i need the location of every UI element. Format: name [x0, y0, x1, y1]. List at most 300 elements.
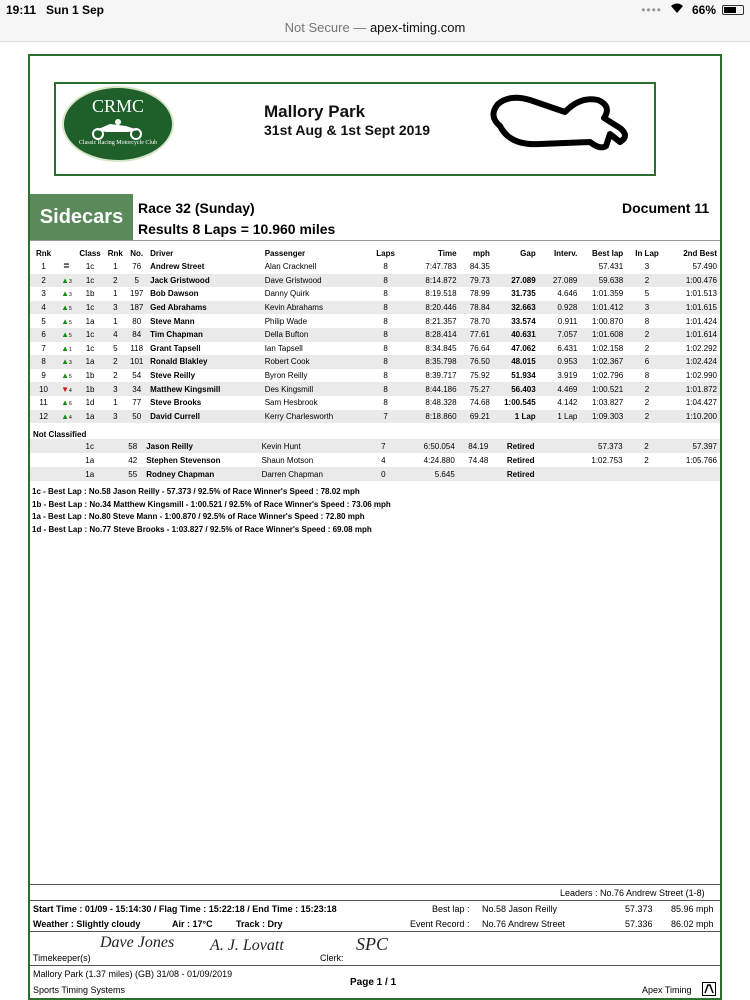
logo-subtext: Classic Racing Motorcycle Club — [78, 140, 158, 146]
in-lap: 3 — [626, 301, 668, 315]
laps: 7 — [368, 410, 403, 424]
position-change — [57, 328, 76, 342]
best-lap: 1:03.827 — [592, 398, 624, 408]
passenger-name: Philip Wade — [264, 316, 308, 326]
class: 1c — [85, 262, 95, 272]
passenger-name: Ian Tapsell — [264, 343, 303, 353]
not-classified-row — [30, 439, 720, 453]
laps: 8 — [368, 301, 403, 315]
col-header: Gap — [520, 248, 536, 258]
race-times: Start Time : 01/09 - 15:14:30 / Flag Time : 15:22:18 / End Time : 15:23:18 — [33, 904, 337, 914]
interval: 4.469 — [539, 382, 581, 396]
race-subtitle: Results 8 Laps = 10.960 miles — [138, 221, 336, 237]
best-lap: 1:09.303 — [580, 410, 626, 424]
best-lap: 57.431 — [598, 262, 624, 272]
mph: 76.50 — [460, 355, 493, 369]
passenger-name: Byron Reilly — [264, 371, 308, 381]
driver-name: Jack Gristwood — [147, 274, 262, 288]
best-lap: 1:00.521 — [580, 382, 626, 396]
event-dates: 31st Aug & 1st Sept 2019 — [264, 122, 430, 138]
empty-cell — [30, 439, 57, 453]
mph: 84.19 — [458, 439, 492, 453]
total-time: 8:19.518 — [425, 289, 457, 299]
second-best: 1:00.476 — [668, 274, 720, 288]
signal-icon: •••• — [641, 3, 662, 17]
class: 1a — [76, 355, 104, 369]
passenger-name: Sam Hesbrook — [264, 398, 318, 408]
col-header: Driver — [150, 248, 174, 258]
note-line: 1d - Best Lap : No.77 Steve Brooks - 1:03.827 / 92.5% of Race Winner's Speed : 69.08 mph — [32, 524, 372, 534]
class: 1c — [76, 274, 104, 288]
results-body — [30, 260, 720, 423]
empty-cell — [57, 439, 76, 453]
total-time: 8:28.414 — [403, 328, 459, 342]
footer-divider-2 — [30, 900, 720, 901]
up-arrow-icon: ▲ — [61, 398, 70, 408]
up-arrow-icon: ▲ — [61, 303, 70, 313]
clock: 19:11 — [6, 3, 37, 17]
result-row — [30, 342, 720, 356]
laps: 7 — [366, 439, 402, 453]
best-lap: 1:02.796 — [592, 371, 624, 381]
class-rank: 1 — [113, 262, 118, 272]
class-rank: 1 — [113, 316, 118, 326]
result-row — [30, 355, 720, 369]
overall-rank: 8 — [30, 355, 57, 369]
laps: 8 — [383, 262, 388, 272]
gap: 31.735 — [511, 289, 536, 299]
driver-name: Steve Mann — [150, 316, 195, 326]
results-header-row — [30, 246, 720, 260]
mph: 78.84 — [460, 301, 493, 315]
up-arrow-icon: ▲ — [61, 330, 70, 340]
total-time: 8:44.186 — [403, 382, 459, 396]
position-change-count: 5 — [69, 306, 72, 313]
total-time: 8:48.328 — [425, 398, 457, 408]
url-separator: — — [353, 20, 367, 35]
gap: 1:00.545 — [504, 398, 536, 408]
driver-name: Rodney Chapman — [143, 467, 258, 481]
race-number: 34 — [126, 382, 147, 396]
second-best: 1:01.614 — [668, 328, 720, 342]
air-temp: Air : 17°C — [172, 919, 213, 929]
second-best: 1:01.513 — [685, 289, 717, 299]
position-change-count: 4 — [69, 414, 72, 421]
class-rank: 5 — [113, 343, 118, 353]
in-lap: 2 — [626, 410, 668, 424]
in-lap: 2 — [644, 455, 649, 465]
position-change — [57, 287, 76, 301]
position-change — [57, 301, 76, 315]
address-bar[interactable] — [0, 20, 750, 42]
interval: 1 Lap — [539, 410, 581, 424]
footer-divider-4 — [30, 965, 720, 966]
race-number: 76 — [132, 262, 142, 272]
total-time: 8:21.357 — [425, 316, 457, 326]
overall-rank: 5 — [41, 316, 46, 326]
footer-divider — [30, 884, 720, 885]
laps: 8 — [368, 355, 403, 369]
position-change — [57, 396, 76, 410]
col-header: Best lap — [592, 248, 624, 258]
second-best: 1:02.424 — [668, 355, 720, 369]
results-table — [30, 246, 720, 423]
mph: 74.48 — [468, 455, 489, 465]
mph: 79.73 — [460, 274, 493, 288]
passenger-name: Kerry Charlesworth — [262, 410, 368, 424]
in-lap — [626, 467, 668, 481]
gap: 33.574 — [511, 316, 536, 326]
track-condition: Track : Dry — [236, 919, 283, 929]
passenger-name: Darren Chapman — [259, 467, 366, 481]
not-classified-table — [30, 439, 720, 481]
best-lap — [579, 467, 625, 481]
second-best: 1:02.990 — [685, 371, 717, 381]
class: 1c — [76, 301, 104, 315]
interval: 7.057 — [539, 328, 581, 342]
class: 1a — [76, 410, 104, 424]
total-time: 8:14.872 — [403, 274, 459, 288]
race-number: 187 — [126, 301, 147, 315]
second-best: 1:04.427 — [685, 398, 717, 408]
in-lap: 5 — [644, 289, 650, 299]
passenger-name: Shaun Motson — [261, 455, 314, 465]
event-record-name: No.76 Andrew Street — [482, 919, 566, 929]
passenger-name: Robert Cook — [262, 355, 368, 369]
gap: 32.663 — [493, 301, 539, 315]
up-arrow-icon: ▲ — [61, 371, 70, 381]
laps: 8 — [368, 328, 403, 342]
footer-divider-3 — [30, 931, 720, 932]
in-lap: 2 — [626, 439, 668, 453]
class-rank: 2 — [113, 371, 118, 381]
position-change — [57, 274, 76, 288]
up-arrow-icon: ▲ — [61, 411, 70, 421]
class-rank: 3 — [104, 410, 126, 424]
gap: 1 Lap — [493, 410, 539, 424]
up-arrow-icon: ▲ — [61, 289, 70, 299]
timekeeper-signature-1: Dave Jones — [100, 934, 175, 951]
laps: 8 — [383, 289, 388, 299]
race-number: 50 — [126, 410, 147, 424]
empty-cell — [103, 467, 122, 481]
overall-rank: 3 — [41, 289, 46, 299]
laps: 0 — [366, 467, 402, 481]
empty-cell — [57, 453, 76, 467]
class-rank: 1 — [113, 289, 118, 299]
col-header: In Lap — [635, 248, 659, 258]
class-best-lap-notes — [32, 486, 391, 536]
position-change-count: 5 — [69, 319, 72, 326]
status-retired: Retired — [491, 467, 537, 481]
mph: 78.99 — [469, 289, 490, 299]
status-date: Sun 1 Sep — [46, 3, 105, 17]
total-time: 8:39.717 — [425, 371, 457, 381]
total-time: 6:50.054 — [401, 439, 458, 453]
class: 1c — [85, 343, 95, 353]
second-best: 1:01.424 — [685, 316, 717, 326]
not-classified-body — [30, 439, 720, 481]
apex-timing-logo-icon — [702, 982, 716, 996]
total-time: 7:47.783 — [425, 262, 457, 272]
class: 1c — [76, 328, 104, 342]
laps: 4 — [381, 455, 386, 465]
no-change-icon: = — [63, 261, 70, 273]
best-lap-time: 57.373 — [625, 904, 653, 914]
empty-cell — [57, 467, 76, 481]
overall-rank: 12 — [30, 410, 57, 424]
event-record-time: 57.336 — [625, 919, 653, 929]
race-number: 118 — [130, 343, 144, 353]
gap: 56.403 — [493, 382, 539, 396]
leaders-line: Leaders : No.76 Andrew Street (1-8) — [560, 888, 705, 898]
overall-rank: 1 — [41, 262, 46, 272]
up-arrow-icon: ▲ — [61, 275, 70, 285]
event-record-label: Event Record : — [410, 919, 470, 929]
overall-rank: 7 — [41, 343, 46, 353]
clerk-label: Clerk: — [320, 953, 344, 963]
class: 1b — [76, 382, 104, 396]
in-lap: 2 — [644, 343, 650, 353]
interval: 6.431 — [557, 343, 578, 353]
in-lap: 6 — [626, 355, 668, 369]
race-title: Race 32 (Sunday) — [138, 200, 255, 216]
venue-title: Mallory Park — [264, 102, 366, 121]
race-number: 101 — [126, 355, 147, 369]
position-change — [57, 410, 76, 424]
not-classified-label: Not Classified — [33, 430, 87, 439]
passenger-name: Kevin Hunt — [259, 439, 366, 453]
result-row — [30, 396, 720, 410]
overall-rank: 10 — [30, 382, 57, 396]
empty-cell — [537, 453, 579, 467]
laps: 8 — [383, 316, 388, 326]
interval: 4.646 — [557, 289, 578, 299]
passenger-name: Des Kingsmill — [262, 382, 368, 396]
driver-name: Stephen Stevenson — [146, 455, 221, 465]
result-row — [30, 410, 720, 424]
track-map-icon — [480, 86, 650, 158]
up-arrow-icon: ▲ — [61, 357, 70, 367]
driver-name: Ronald Blakley — [147, 355, 262, 369]
ios-status-bar — [0, 0, 750, 20]
result-row — [30, 328, 720, 342]
sidecar-logo-icon — [88, 118, 148, 140]
status-retired: Retired — [506, 455, 535, 465]
total-time: 8:34.845 — [425, 343, 457, 353]
empty-cell — [30, 453, 57, 467]
col-header: Class — [79, 248, 101, 258]
total-time: 4:24.880 — [423, 455, 455, 465]
race-number: 84 — [126, 328, 147, 342]
driver-name: Bob Dawson — [150, 289, 199, 299]
class-rank: 1 — [113, 398, 118, 408]
second-best: 1:01.615 — [668, 301, 720, 315]
driver-name: Matthew Kingsmill — [147, 382, 262, 396]
note-line: 1b - Best Lap : No.34 Matthew Kingsmill - 1:00.521 / 92.5% of Race Winner's Speed : 73.06 mph — [32, 499, 391, 509]
result-row — [30, 301, 720, 315]
in-lap: 2 — [626, 328, 668, 342]
position-change — [57, 355, 76, 369]
passenger-name: Danny Quirk — [264, 289, 310, 299]
mph: 74.68 — [469, 398, 490, 408]
empty-cell — [103, 453, 122, 467]
in-lap: 2 — [626, 274, 668, 288]
class-rank: 3 — [104, 382, 126, 396]
second-best — [667, 467, 720, 481]
class-rank: 4 — [104, 328, 126, 342]
position-change-count: 3 — [69, 292, 72, 299]
passenger-name: Alan Cracknell — [264, 262, 317, 272]
company: Sports Timing Systems — [33, 985, 126, 995]
overall-rank: 6 — [30, 328, 57, 342]
laps: 8 — [383, 371, 388, 381]
laps: 8 — [368, 382, 403, 396]
position-change-count: 4 — [69, 387, 72, 394]
second-best: 57.490 — [692, 262, 717, 272]
logo-text: CRMC — [91, 96, 145, 116]
mph: 75.27 — [460, 382, 493, 396]
col-header: 2nd Best — [683, 248, 717, 258]
up-arrow-icon: ▲ — [61, 316, 70, 326]
class-tab-sidecars: Sidecars — [30, 194, 133, 240]
best-lap: 59.638 — [580, 274, 626, 288]
col-header-change — [57, 246, 76, 260]
second-best: 1:05.766 — [685, 455, 717, 465]
note-line: 1c - Best Lap : No.58 Jason Reilly - 57.373 / 92.5% of Race Winner's Speed : 78.02 mph — [32, 487, 360, 496]
second-best: 1:01.872 — [668, 382, 720, 396]
empty-cell — [537, 467, 579, 481]
best-lap-label: Best lap : — [432, 904, 470, 914]
position-change-count: 6 — [69, 401, 72, 408]
interval: 0.953 — [539, 355, 581, 369]
best-lap: 1:01.359 — [592, 289, 624, 299]
race-number: 58 — [122, 439, 143, 453]
driver-name: Ged Abrahams — [147, 301, 262, 315]
document-number: Document 11 — [622, 200, 710, 216]
result-row — [30, 260, 720, 274]
interval: 4.142 — [557, 398, 578, 408]
col-header: Rnk — [35, 248, 52, 258]
mph: 69.21 — [460, 410, 493, 424]
result-row — [30, 274, 720, 288]
not-classified-row — [30, 453, 720, 467]
empty-cell — [103, 439, 122, 453]
event-record-mph: 86.02 mph — [671, 919, 714, 929]
in-lap: 3 — [644, 262, 650, 272]
race-number: 197 — [130, 289, 144, 299]
driver-name: Steve Brooks — [150, 398, 202, 408]
in-lap: 8 — [644, 316, 650, 326]
battery-icon — [722, 5, 744, 15]
second-best: 57.397 — [667, 439, 720, 453]
laps: 8 — [383, 398, 388, 408]
gap: 27.089 — [493, 274, 539, 288]
race-number: 42 — [128, 455, 138, 465]
driver-name: David Currell — [147, 410, 262, 424]
in-lap: 2 — [626, 382, 668, 396]
overall-rank: 4 — [30, 301, 57, 315]
interval: 0.928 — [539, 301, 581, 315]
col-header: Interv. — [553, 248, 578, 258]
position-change — [57, 260, 76, 274]
second-best: 1:10.200 — [668, 410, 720, 424]
col-header: Laps — [376, 248, 395, 258]
driver-name: Andrew Street — [150, 262, 205, 272]
in-lap: 8 — [644, 371, 650, 381]
best-lap: 1:02.367 — [580, 355, 626, 369]
position-change-count: 5 — [69, 333, 72, 340]
interval: 27.089 — [539, 274, 581, 288]
result-row — [30, 382, 720, 396]
gap: 47.062 — [511, 343, 536, 353]
interval: 0.911 — [557, 316, 578, 326]
status-retired: Retired — [491, 439, 537, 453]
mph — [458, 467, 492, 481]
race-number: 77 — [132, 398, 142, 408]
position-change — [57, 369, 76, 383]
mph: 77.61 — [460, 328, 493, 342]
position-change — [57, 314, 76, 328]
second-best: 1:02.292 — [685, 343, 717, 353]
laps: 8 — [368, 274, 403, 288]
passenger-name: Dave Gristwood — [262, 274, 368, 288]
class-rank: 2 — [104, 274, 126, 288]
position-change-count: 3 — [69, 278, 72, 285]
security-label: Not Secure — [284, 20, 350, 35]
gap: 40.631 — [493, 328, 539, 342]
position-change-count: 3 — [69, 360, 72, 367]
crmc-logo — [62, 86, 174, 162]
weather: Weather : Slightly cloudy — [33, 919, 141, 929]
best-lap: 1:00.870 — [592, 316, 624, 326]
laps: 8 — [383, 343, 388, 353]
interval: 3.919 — [557, 371, 578, 381]
result-row — [30, 287, 720, 301]
empty-cell — [537, 439, 579, 453]
timekeeper-signature-2: A. J. Lovatt — [210, 937, 284, 954]
brand: Apex Timing — [642, 985, 692, 995]
class: 1b — [85, 371, 95, 381]
total-time: 8:20.446 — [403, 301, 459, 315]
empty-cell — [30, 467, 57, 481]
col-header: Time — [438, 248, 457, 258]
not-classified-row — [30, 467, 720, 481]
result-row — [30, 314, 720, 328]
class-rank: 3 — [104, 301, 126, 315]
overall-rank: 11 — [39, 398, 48, 408]
best-lap: 1:01.608 — [580, 328, 626, 342]
total-time: 8:18.860 — [403, 410, 459, 424]
position-change-count: 1 — [69, 346, 72, 353]
wifi-icon — [670, 2, 684, 17]
passenger-name: Kevin Abrahams — [262, 301, 368, 315]
total-time: 8:35.798 — [403, 355, 459, 369]
best-lap: 1:01.412 — [580, 301, 626, 315]
class-rank: 2 — [104, 355, 126, 369]
class: 1d — [85, 398, 95, 408]
total-time: 5.645 — [401, 467, 458, 481]
col-header: Rnk — [107, 248, 123, 258]
note-line: 1a - Best Lap : No.80 Steve Mann - 1:00.870 / 92.5% of Race Winner's Speed : 72.80 mph — [32, 512, 365, 521]
class: 1c — [76, 439, 103, 453]
battery-percent: 66% — [691, 3, 716, 17]
url-domain: apex-timing.com — [369, 20, 466, 35]
class: 1a — [85, 455, 95, 465]
page-number: Page 1 / 1 — [350, 977, 397, 988]
race-number: 80 — [132, 316, 142, 326]
best-lap: 57.373 — [579, 439, 625, 453]
